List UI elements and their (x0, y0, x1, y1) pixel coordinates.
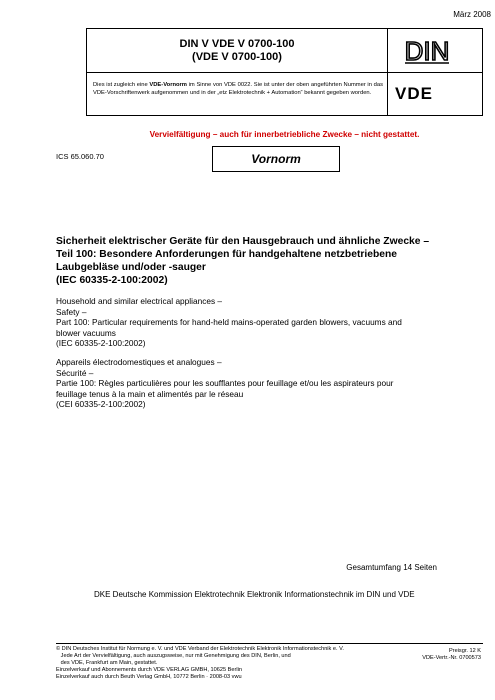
french-title-line: (CEI 60335-2-100:2002) (56, 399, 146, 409)
committee-name: DKE Deutsche Kommission Elektrotechnik Elektronik Informationstechnik im DIN und VDE (94, 590, 415, 599)
german-title-line: Teil 100: Besondere Anforderungen für handgehaltene netzbetriebene (56, 249, 397, 260)
vde-logo: VDE (395, 84, 433, 103)
copyright-notice (56, 646, 401, 681)
german-title-line: (IEC 60335-2-100:2002) (56, 275, 168, 286)
english-title-line: blower vacuums (56, 327, 116, 338)
intro-text-pre: Dies ist zugleich eine (93, 82, 150, 88)
intro-text-bold: VDE-Vornorm (149, 82, 187, 88)
footer-divider (56, 643, 483, 644)
german-title-line: Sicherheit elektrischer Geräte für den Hausgebrauch und ähnliche Zwecke – (56, 236, 430, 247)
document-number-din: DIN V VDE V 0700-100 (179, 37, 295, 50)
english-title-line: (IEC 60335-2-100:2002) (56, 338, 146, 348)
publication-date: März 2008 (453, 10, 491, 19)
copyright-line: Einzelverkauf auch durch Beuth Verlag GmbH, 10772 Berlin · 2008-03 vwu (56, 674, 242, 680)
english-title (56, 296, 476, 349)
french-title (56, 357, 476, 410)
german-title (56, 235, 466, 287)
french-title-line: Sécurité – (56, 367, 94, 378)
reproduction-warning: Vervielfältigung – auch für innerbetriebliche Zwecke – nicht gestattet. (149, 130, 420, 139)
din-logo (405, 36, 449, 64)
copyright-line: des VDE, Frankfurt am Main, gestattet. (56, 660, 158, 666)
copyright-line: Einzelverkauf und Abonnements durch VDE VERLAG GMBH, 10625 Berlin (56, 667, 242, 673)
document-number-vde: (VDE V 0700-100) (192, 50, 282, 63)
document-number (87, 29, 387, 72)
copyright-line: © DIN Deutsches Institut für Normung e. V. und VDE Verband der Elektrotechnik Elektronik Informationstechnik e. V. (56, 646, 344, 652)
price-info (422, 648, 481, 662)
english-title-line: Safety – (56, 306, 87, 317)
french-title-line: feuillage tenus à la main et alimentés par le réseau (56, 388, 244, 399)
french-title-line: Appareils électrodomestiques et analogues – (56, 357, 222, 367)
total-pages: Gesamtumfang 14 Seiten (346, 563, 437, 572)
din-logo-text: DIN (405, 36, 449, 64)
intro-text-post: im Sinne von VDE 0022. Sie ist unter der oben angeführten Nummer in das VDE-Vorschriftenwerk aufgenommen und in der „etz Elektrotechnik + Automation“ bekannt gegeben worden. (93, 82, 383, 96)
english-title-line: Part 100: Particular requirements for hand-held mains-operated garden blowers, vacuums and (56, 317, 402, 327)
french-title-line: Partie 100: Règles particulières pour les soufflantes pour feuillage et/ou les aspirateurs pour (56, 378, 394, 388)
english-title-line: Household and similar electrical appliances – (56, 296, 223, 306)
copyright-line: Jede Art der Vervielfältigung, auch auszugsweise, nur mit Genehmigung des DIN, Berlin, und (56, 653, 291, 659)
header-divider-horizontal (87, 72, 482, 73)
header-box (86, 28, 483, 116)
intro-text (93, 81, 383, 97)
german-title-line: Laubgebläse und/oder -sauger (56, 262, 206, 273)
price-group: Preisgr. 12 K (448, 648, 481, 654)
ics-code: ICS 65.060.70 (56, 152, 104, 161)
status-badge: Vornorm (212, 146, 340, 172)
order-number: VDE-Vertr.-Nr. 0700573 (422, 655, 481, 661)
